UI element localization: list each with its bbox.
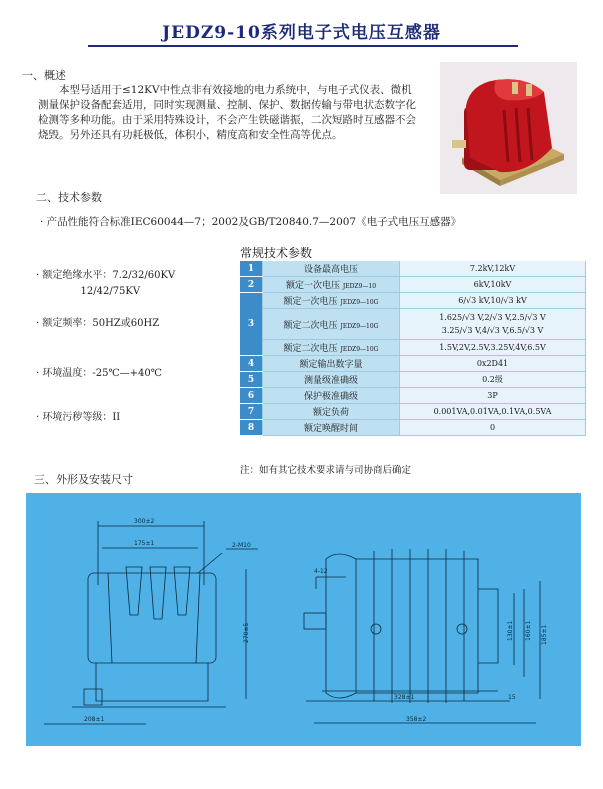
- row-name: [263, 340, 400, 356]
- dimension-drawing: [26, 493, 581, 746]
- dim-270: 270±5: [243, 622, 250, 643]
- row-name: [263, 356, 400, 372]
- row-name-suffix: JEDZ9—10: [342, 283, 377, 290]
- dim-175: 175±1: [134, 540, 155, 547]
- table-title: 常规技术参数: [240, 246, 313, 260]
- dim-160: 160±1: [525, 620, 532, 641]
- row-name: [263, 293, 400, 309]
- dim-358: 358±2: [406, 716, 427, 723]
- param-pollution: · 环境污秽等级：II: [36, 412, 121, 423]
- row-no: 2: [240, 277, 263, 293]
- dim-300: 300±2: [134, 518, 155, 525]
- table-row: [240, 372, 586, 388]
- row-value: 3P: [400, 388, 586, 404]
- transformer-image: [440, 62, 577, 194]
- row-name-text: 额定一次电压: [283, 297, 338, 307]
- row-value: 6kV,10kV: [400, 277, 586, 293]
- table-row: [240, 340, 586, 356]
- row-name-text: 额定一次电压: [285, 281, 340, 291]
- dim-m10: 2-M10: [232, 542, 251, 549]
- row-name: [263, 388, 400, 404]
- table-row: [240, 356, 586, 372]
- dim-208: 208±1: [84, 716, 105, 723]
- row-name: [263, 261, 400, 277]
- section-overview-heading: 一、概述: [22, 69, 66, 82]
- row-name: [263, 309, 400, 340]
- row-name-text: 保护极准确级: [303, 392, 358, 402]
- product-photo: [440, 62, 577, 194]
- section-params-heading: 二、技术参数: [36, 191, 102, 204]
- row-name-text: 额定输出数字量: [299, 360, 363, 370]
- row-name-suffix: JEDZ9—10G: [340, 322, 379, 330]
- row-value: 0.001VA,0.01VA,0.1VA,0.5VA: [400, 404, 586, 420]
- row-value: 1.625/√3 V,2/√3 V,2.5/√3 V 3.25/√3 V,4/√3 V,6.5/√3 V: [400, 309, 586, 340]
- dim-185: 185±1: [541, 624, 548, 645]
- page-title: JEDZ9-10系列电子式电压互感器: [162, 23, 441, 43]
- overview-paragraph: 本型号适用于≤12KV中性点非有效接地的电力系统中，与电子式仪表、微机测量保护设备配套适用，同时实现测量、控制、保护、数据传输与带电状态数字化检测等多种功能。由于采用特殊设计，不会产生铁磁谐振，二次短路时互感器不会烧毁。另外还具有功耗极低，体积小，精度高和安全性高等优点。: [38, 84, 416, 141]
- table-row: [240, 388, 586, 404]
- row-value: 7.2kV,12kV: [400, 261, 586, 277]
- row-value: 0.2级: [400, 372, 586, 388]
- row-name-text: 设备最高电压: [303, 265, 358, 275]
- table-note: 注：如有其它技术要求请与司协商后确定: [240, 465, 412, 476]
- row-no: 8: [240, 420, 263, 436]
- row-name-text: 额定二次电压: [283, 320, 338, 331]
- row-name-text: 测量级准确级: [303, 376, 358, 386]
- row-name: [263, 277, 400, 293]
- row-no: 5: [240, 372, 263, 388]
- param-insulation: · 额定绝缘水平：7.2/32/60KV 12/42/75KV: [36, 270, 176, 297]
- row-value: 0: [400, 420, 586, 436]
- table-row: [240, 293, 586, 309]
- table-row: [240, 309, 586, 340]
- row-no: 7: [240, 404, 263, 420]
- dim-4-12: 4-12: [314, 568, 328, 575]
- row-no: 4: [240, 356, 263, 372]
- row-no: 6: [240, 388, 263, 404]
- row-value: 0x2D41: [400, 356, 586, 372]
- spec-table: [240, 261, 586, 436]
- param-frequency: · 额定频率：50HZ或60HZ: [36, 318, 160, 329]
- row-name-suffix: JEDZ9—10G: [340, 299, 379, 306]
- row-name: [263, 420, 400, 436]
- dim-328: 328±1: [394, 694, 415, 701]
- row-value: 1.5V,2V,2.5V,3.25V,4V,6.5V: [400, 340, 586, 356]
- table-row: [240, 261, 586, 277]
- section-dims-heading: 三、外形及安装尺寸: [34, 473, 133, 486]
- outline-drawing-svg: [26, 493, 581, 746]
- row-no: 1: [240, 261, 263, 277]
- row-name-suffix: JEDZ9—10G: [340, 346, 379, 353]
- table-row: [240, 404, 586, 420]
- row-value: 6/√3 kV,10/√3 kV: [400, 293, 586, 309]
- standard-text: · 产品性能符合标准IEC60044—7；2002及GB/T20840.7—2007《电子式电压互感器》: [40, 216, 462, 228]
- param-temperature: · 环境温度：-25℃—+40℃: [36, 368, 162, 379]
- table-row: [240, 277, 586, 293]
- dim-130: 130±1: [507, 620, 514, 641]
- table-row: [240, 420, 586, 436]
- title-underline: [88, 45, 518, 47]
- row-name-text: 额定唤醒时间: [303, 424, 358, 434]
- row-name-text: 额定负荷: [312, 408, 349, 418]
- row-name: [263, 372, 400, 388]
- dim-15: 15: [508, 694, 516, 701]
- row-name-text: 额定二次电压: [283, 344, 338, 354]
- row-no: 3: [240, 293, 263, 356]
- row-name: [263, 404, 400, 420]
